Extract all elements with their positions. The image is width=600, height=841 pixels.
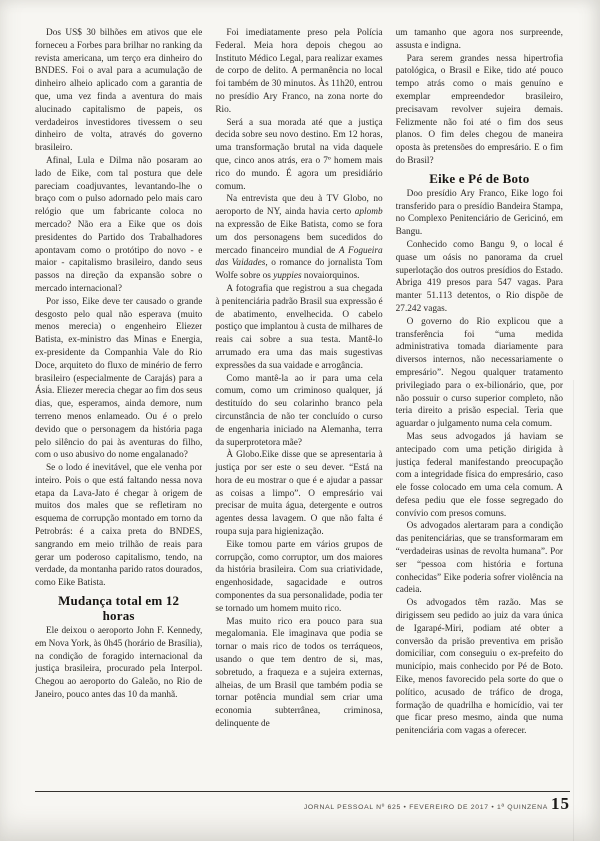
- text-column-3: [396, 27, 563, 775]
- paragraph: Por isso, Eike deve ter causado o grande desgosto pelo qual não esperava (muito menos merecia) o engenheiro Eliezer Batista, ex-ministro das Minas e Energia, ex-presidente da Companhia Vale do Rio Doce, arquiteto do fluxo de minério de ferro brasileiro (especialmente de Carajás) para a Ásia. Eliezer merecia chegar ao fim dos seus dias, que, esperamos, ainda demore, num terreno menos enlameado. Ou é o prelo devido que o personagem da história paga pelo silêncio do pai às aventuras do filho, com o uso abusivo do nome engalanado?: [35, 296, 203, 461]
- page-number: 15: [551, 794, 570, 813]
- paragraph: Ele deixou o aeroporto John F. Kennedy, em Nova York, às 0h45 (horário de Brasília), na condição de foragido internacional da justiça brasileira, procurado pela Interpol. Chegou ao aeroporto do Galeão, no Rio de Janeiro, pouco antes das 10 da manhã.: [35, 626, 203, 701]
- paragraph: Na entrevista que deu à TV Globo, no aeroporto de NY, ainda havia certo aplomb na expressão de Eike Batista, como se fora um dos personagens bem sucedidos do mercado financeiro mundial de A Fogueira das Vaidades, o romance do jornalista Tom Wolfe sobre os yuppies novaiorquinos.: [215, 194, 383, 282]
- section-heading: Eike e Pé de Boto: [429, 170, 530, 186]
- paragraph: Mas muito rico era pouco para sua megalomania. Ele imaginava que podia se tornar o mais rico de todos os terráqueos, usando o que tem dentro de si, mas, sobretudo, a fraqueza e a sujeira externas, alheias, de um Brasil que também podia se tornar potência mundial sem criar uma economia subterrânea, criminosa, delinquente de: [215, 616, 383, 730]
- section-heading: Mudança total em 12 horas: [58, 593, 180, 624]
- paragraph: A fotografia que registrou a sua chegada à penitenciária padrão Brasil sua expressão é de abatimento, envelhecida. O cabelo postiço que implantou à custa de milhares de reais cai sobre a sua testa. Mantê-lo arrumado era uma das mais sugestivas expressões da sua vaidade e arrogância.: [215, 283, 383, 371]
- paragraph: Dos US$ 30 bilhões em ativos que ele forneceu a Forbes para brilhar no ranking da revista americana, um terço era dinheiro do BNDES. Foi o aval para a acumulação de dinheiro alheio aplicado com a garantia de que, uma vez finda a aventura do mais alucinado capitalismo de papeis, os verdadeiros investidores tivessem o seu dinheiro de volta, através do governo brasileiro.: [35, 28, 203, 154]
- page-footer: [35, 791, 570, 811]
- paragraph: Como mantê-la ao ir para uma cela comum, como um criminoso qualquer, já destituído do seu colarinho branco pela circunstância de não ter concluído o curso de engenharia iniciado na Alemanha, terra da superprotetora mãe?: [215, 373, 383, 448]
- text-column-1: [35, 27, 202, 775]
- paragraph: Eike tomou parte em vários grupos de corrupção, como corruptor, um dos maiores da história brasileira. Com sua criatividade, engenhosidade, sagacidade e outros componentes da sua personalidade, podia ter se tornado um homem muito rico.: [215, 539, 383, 614]
- paragraph: Os advogados têm razão. Mas se dirigissem seu pedido ao juiz da vara única de Igarapé-Miri, podiam até obter a conversão da prisão preventiva em prisão domiciliar, com conseguiu o ex-prefeito do município, mais conhecido por Pé de Boto. Eike, menos favorecido pela sorte do que o político, acusado de tráfico de droga, formação de quadrilha e homicídio, vai ter que ficar preso mesmo, ainda que numa penitenciária com vagas a oferecer.: [395, 598, 563, 737]
- paragraph: Será a sua morada até que a justiça decida sobre seu novo destino. Em 12 horas, uma transformação brutal na vida daquele que, cinco anos atrás, era o 7º homem mais rico do mundo. É agora um presidiário comum.: [215, 117, 383, 192]
- paragraph: um tamanho que agora nos surpreende, assusta e indigna.: [395, 28, 563, 51]
- footer-line: [35, 794, 570, 813]
- paragraph: Doo presídio Ary Franco, Eike logo foi transferido para o presídio Bandeira Stampa, no Complexo Penitenciário de Gericinó, em Bangu.: [395, 188, 563, 238]
- paragraph: Conhecido como Bangu 9, o local é quase um oásis no panorama da cruel superlotação dos outros presídios do Estado. Abriga 419 presos para 547 vagas. Para manter 51.113 detentos, o Rio dispõe de 27.242 vagas.: [395, 239, 563, 314]
- article-body: [35, 27, 563, 775]
- paragraph: Mas seus advogados já haviam se antecipado com uma petição dirigida à justiça federal manifestando preocupação com a integridade física do empresário, caso ele fosse colocado em uma cela comum. A defesa pediu que ele fosse segregado do convívio com presos comuns.: [395, 431, 563, 519]
- journal-issue-line: JORNAL PESSOAL Nº 625 • FEVEREIRO DE 2017 • 1ª QUINZENA: [303, 804, 548, 811]
- footer-rule: [35, 791, 570, 792]
- paragraph: Afinal, Lula e Dilma não posaram ao lado de Eike, com tal postura que dele pareciam coadjuvantes, levantando-lhe o braço com o pulso adornado pelo mais caro relógio que um fabricante coloca no mercado? Não era a Eike que os dois presidentes do Partido dos Trabalhadores apontavam como o protótipo do novo - e maior - capitalismo brasileiro, dando seus passos na direção da expansão sobre o mercado internacional?: [35, 155, 203, 294]
- scan-artifact-line: [573, 380, 574, 841]
- paragraph: Foi imediatamente preso pela Polícia Federal. Meia hora depois chegou ao Instituto Médico Legal, para realizar exames de corpo de delito. A permanência no local foi também de 30 minutos. Às 11h20, entrou no presídio Ary Franco, na zona norte do Rio.: [215, 28, 383, 115]
- paragraph: Os advogados alertaram para a condição das penitenciárias, que se transformaram em “verdadeiras usinas de revolta humana”. Por ser “pessoa com história e fortuna conhecidas” Eike poderia sofrer violência na cadeia.: [395, 521, 563, 596]
- paragraph: Se o lodo é inevitável, que ele venha por inteiro. Pois o que está faltando nessa nova etapa da Lava-Jato é chegar à origem de muitos dos males que se refletiram no esquema de corrupção montado em torno da Petrobrás: é a caixa preta do BNDES, sangrando em meio trilhão de reais para gerar um poderoso capitalismo, tendo, na verdade, da montanha parido ratos dourados, como Eike Batista.: [35, 463, 203, 589]
- paragraph: O governo do Rio explicou que a transferência foi “uma medida administrativa tomada diariamente para diversos internos, não necessariamente o empresário”. Negou qualquer tratamento privilegiado para o ex-bilionário, que, por não possuir o curso superior completo, não teria direito a prisão especial. Teria que aguardar o julgamento numa cela comum.: [395, 316, 563, 430]
- paragraph: Para serem grandes nessa hipertrofia patológica, o Brasil e Eike, tido até pouco tempo atrás como o mais genuíno e exemplar empreendedor brasileiro, precisavam revolver sujeira demais. Felizmente não foi até o fim dos seus planos. O fim deles chegou de maneira oposta às pretensões do empresário. E o fim do Brasil?: [395, 53, 563, 166]
- text-column-2: [215, 27, 382, 775]
- paragraph: À Globo.Eike disse que se apresentaria à justiça por ser este o seu dever. “Está na hora de eu mostrar o que é e ajudar a passar as coisas a limpo”. O empresário vai precisar de muita água, detergente e outros agentes dessa lavagem. O que não falta é roupa suja para higienização.: [215, 450, 383, 538]
